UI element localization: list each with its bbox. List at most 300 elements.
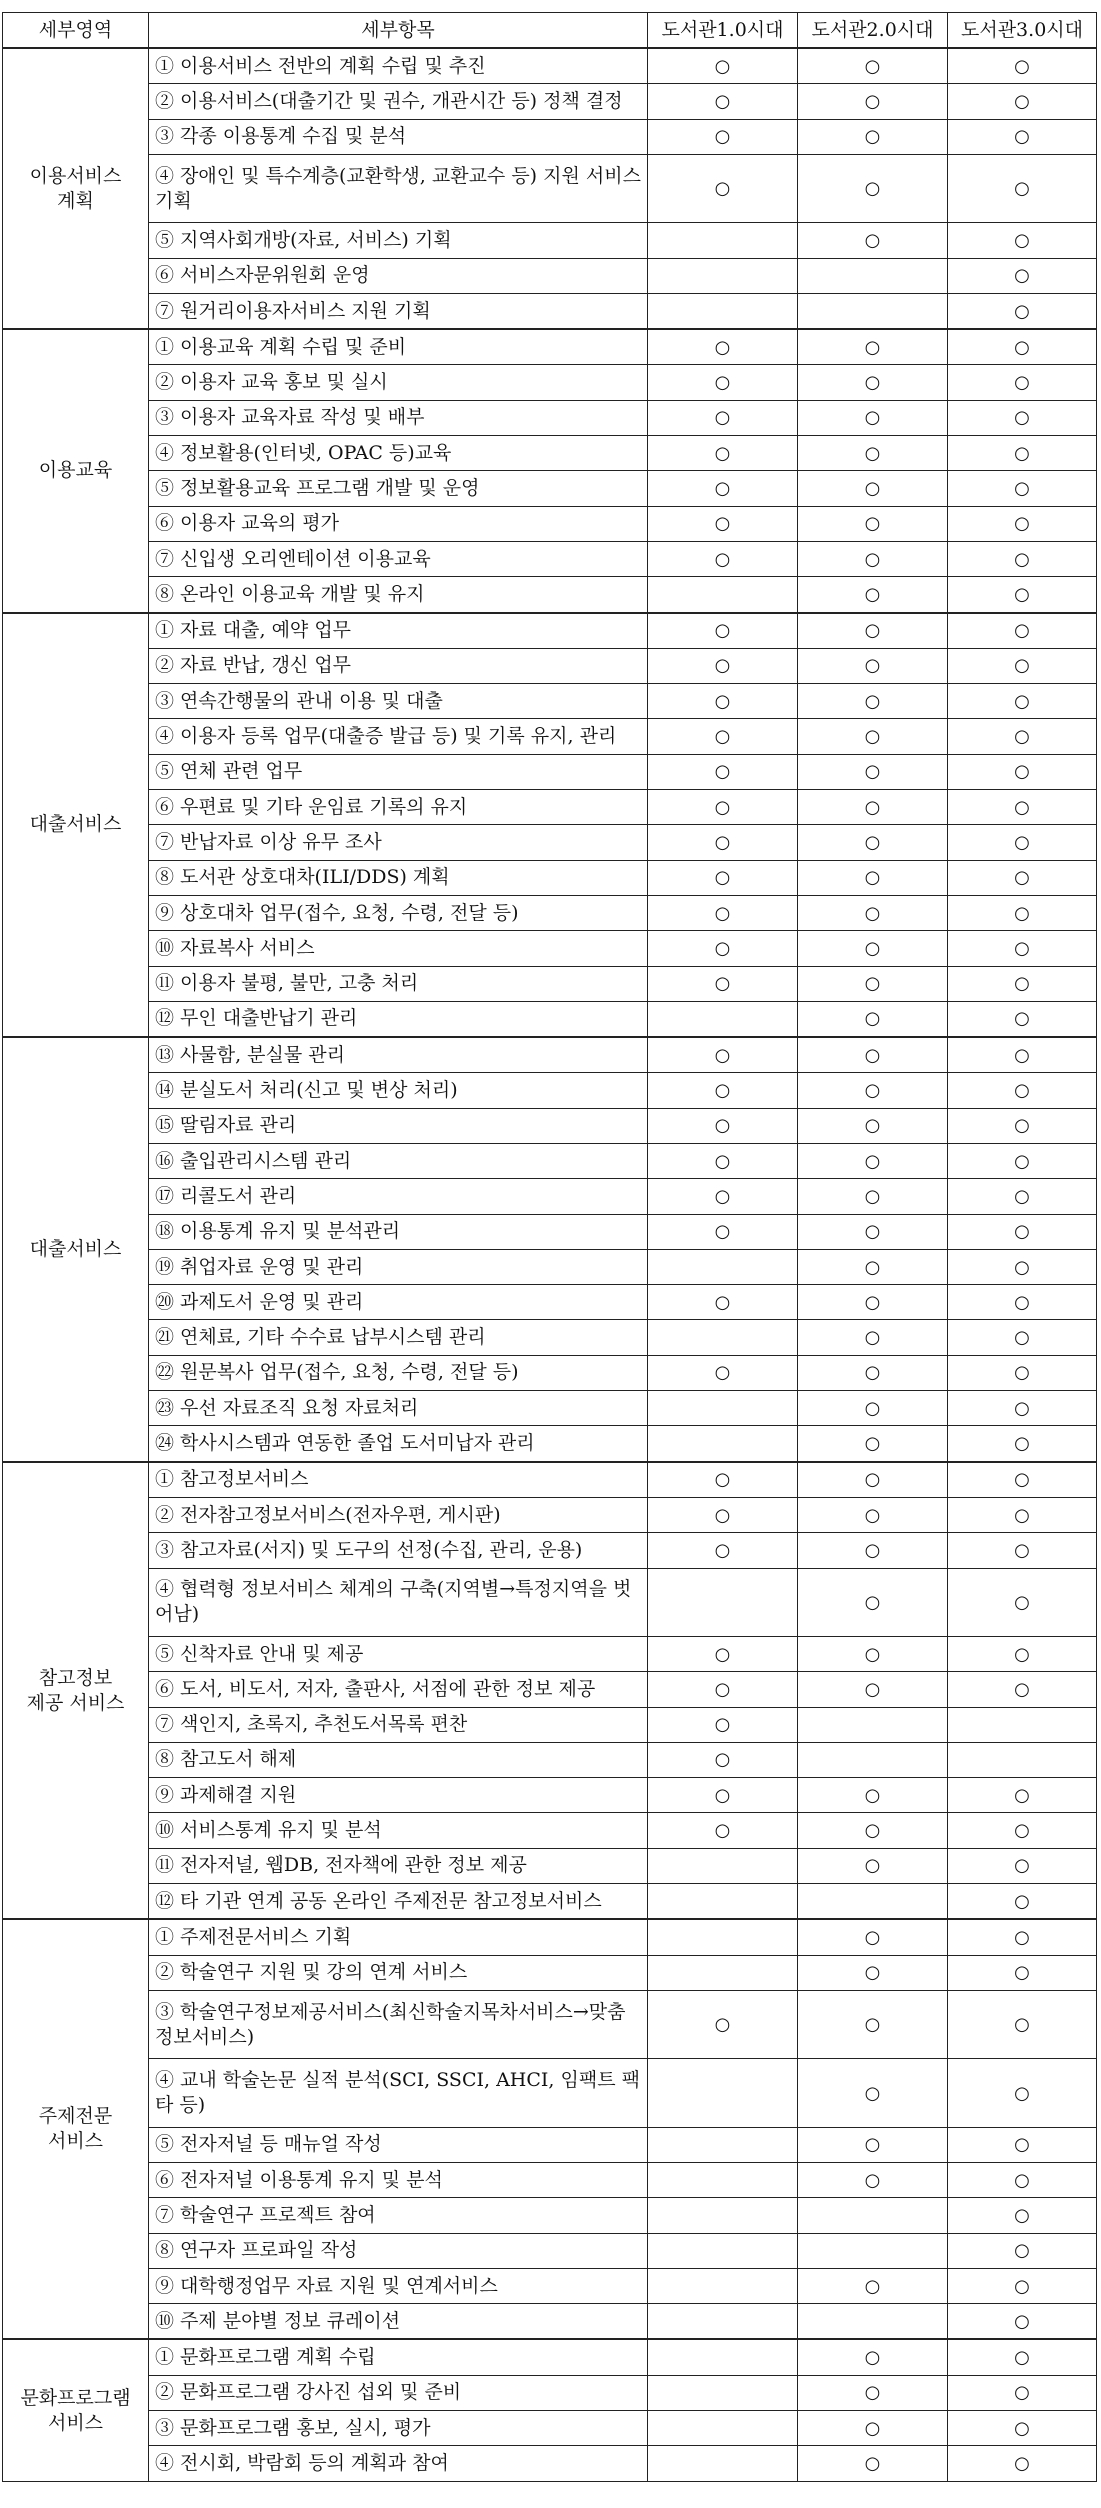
circle-mark-icon: ○ bbox=[864, 55, 881, 77]
mark-library-3-0 bbox=[948, 1884, 1097, 1920]
table-row bbox=[3, 754, 1097, 789]
mark-library-3-0 bbox=[948, 1742, 1097, 1777]
circle-mark-icon: ○ bbox=[1014, 2014, 1030, 2036]
table-row bbox=[3, 2233, 1097, 2268]
mark-library-3-0 bbox=[948, 258, 1097, 293]
task-item-text: ③ 학술연구정보제공서비스(최신학술지목차서비스→맞춤정보서비스) bbox=[149, 1990, 648, 2058]
mark-library-3-0 bbox=[948, 2446, 1097, 2481]
circle-mark-icon: ○ bbox=[864, 178, 881, 200]
mark-library-2-0 bbox=[798, 966, 948, 1001]
circle-mark-icon: ○ bbox=[1014, 831, 1030, 853]
mark-library-1-0 bbox=[648, 1462, 798, 1498]
table-row bbox=[3, 2198, 1097, 2233]
mark-library-2-0 bbox=[798, 1955, 948, 1990]
mark-library-2-0 bbox=[798, 365, 948, 400]
circle-mark-icon: ○ bbox=[864, 655, 881, 677]
mark-library-3-0 bbox=[948, 154, 1097, 222]
circle-mark-icon: ○ bbox=[714, 126, 731, 148]
mark-library-3-0 bbox=[948, 1001, 1097, 1037]
table-row bbox=[3, 506, 1097, 541]
mark-library-1-0 bbox=[648, 1214, 798, 1249]
mark-library-3-0 bbox=[948, 1037, 1097, 1073]
circle-mark-icon: ○ bbox=[714, 1044, 731, 1066]
header-library-1-0: 도서관1.0시대 bbox=[648, 13, 798, 49]
mark-library-1-0 bbox=[648, 754, 798, 789]
mark-library-3-0 bbox=[948, 648, 1097, 683]
mark-library-3-0 bbox=[948, 293, 1097, 329]
task-item-text: ⑥ 서비스자문위원회 운영 bbox=[149, 258, 648, 293]
mark-library-1-0 bbox=[648, 1426, 798, 1462]
circle-mark-icon: ○ bbox=[714, 831, 731, 853]
mark-library-2-0 bbox=[798, 329, 948, 365]
circle-mark-icon: ○ bbox=[864, 583, 881, 605]
table-row bbox=[3, 2411, 1097, 2446]
circle-mark-icon: ○ bbox=[714, 1115, 731, 1137]
task-item-text: ⑳ 과제도서 운영 및 관리 bbox=[149, 1285, 648, 1320]
mark-library-2-0 bbox=[798, 2375, 948, 2410]
mark-library-1-0 bbox=[648, 1037, 798, 1073]
task-item-text: ⑥ 우편료 및 기타 운임료 기록의 유지 bbox=[149, 790, 648, 825]
mark-library-2-0 bbox=[798, 84, 948, 119]
mark-library-2-0 bbox=[798, 2059, 948, 2127]
circle-mark-icon: ○ bbox=[714, 442, 731, 464]
circle-mark-icon: ○ bbox=[864, 1643, 881, 1665]
mark-library-3-0 bbox=[948, 400, 1097, 435]
task-item-text: ③ 이용자 교육자료 작성 및 배부 bbox=[149, 400, 648, 435]
circle-mark-icon: ○ bbox=[1014, 2204, 1030, 2226]
mark-library-1-0 bbox=[648, 1497, 798, 1532]
table-row bbox=[3, 365, 1097, 400]
circle-mark-icon: ○ bbox=[864, 1044, 881, 1066]
mark-library-1-0 bbox=[648, 2339, 798, 2375]
circle-mark-icon: ○ bbox=[714, 726, 731, 748]
circle-mark-icon: ○ bbox=[714, 1469, 731, 1491]
task-item-text: ③ 각종 이용통계 수집 및 분석 bbox=[149, 119, 648, 154]
circle-mark-icon: ○ bbox=[714, 1362, 731, 1384]
circle-mark-icon: ○ bbox=[1014, 90, 1030, 112]
circle-mark-icon: ○ bbox=[1014, 902, 1030, 924]
mark-library-2-0 bbox=[798, 1707, 948, 1742]
task-item-text: ⑥ 전자저널 이용통계 유지 및 분석 bbox=[149, 2163, 648, 2198]
mark-library-1-0 bbox=[648, 2446, 798, 2481]
mark-library-2-0 bbox=[798, 2268, 948, 2303]
table-row bbox=[3, 1285, 1097, 1320]
circle-mark-icon: ○ bbox=[714, 372, 731, 394]
circle-mark-icon: ○ bbox=[1014, 2240, 1030, 2262]
circle-mark-icon: ○ bbox=[864, 973, 881, 995]
task-item-text: ⑧ 도서관 상호대차(ILI/DDS) 계획 bbox=[149, 860, 648, 895]
circle-mark-icon: ○ bbox=[714, 1820, 731, 1842]
task-item-text: ⑲ 취업자료 운영 및 관리 bbox=[149, 1249, 648, 1284]
circle-mark-icon: ○ bbox=[864, 1591, 881, 1613]
circle-mark-icon: ○ bbox=[864, 1433, 881, 1455]
mark-library-2-0 bbox=[798, 790, 948, 825]
table-header bbox=[3, 13, 1097, 49]
circle-mark-icon: ○ bbox=[864, 2169, 881, 2191]
circle-mark-icon: ○ bbox=[1014, 2134, 1030, 2156]
mark-library-3-0 bbox=[948, 790, 1097, 825]
section-area-label bbox=[3, 1462, 149, 1920]
circle-mark-icon: ○ bbox=[1014, 973, 1030, 995]
mark-library-2-0 bbox=[798, 154, 948, 222]
mark-library-3-0 bbox=[948, 1108, 1097, 1143]
circle-mark-icon: ○ bbox=[714, 178, 731, 200]
library-service-task-table bbox=[2, 12, 1097, 2482]
circle-mark-icon: ○ bbox=[714, 1784, 731, 1806]
circle-mark-icon: ○ bbox=[1014, 1362, 1030, 1384]
mark-library-1-0 bbox=[648, 2268, 798, 2303]
circle-mark-icon: ○ bbox=[714, 1150, 731, 1172]
mark-library-2-0 bbox=[798, 1391, 948, 1426]
mark-library-1-0 bbox=[648, 84, 798, 119]
circle-mark-icon: ○ bbox=[714, 1221, 731, 1243]
mark-library-1-0 bbox=[648, 1001, 798, 1037]
circle-mark-icon: ○ bbox=[1014, 796, 1030, 818]
mark-library-3-0 bbox=[948, 119, 1097, 154]
mark-library-1-0 bbox=[648, 223, 798, 258]
mark-library-1-0 bbox=[648, 2233, 798, 2268]
mark-library-2-0 bbox=[798, 1249, 948, 1284]
circle-mark-icon: ○ bbox=[714, 867, 731, 889]
mark-library-1-0 bbox=[648, 1778, 798, 1813]
circle-mark-icon: ○ bbox=[714, 761, 731, 783]
table-row bbox=[3, 400, 1097, 435]
circle-mark-icon: ○ bbox=[864, 1504, 881, 1526]
circle-mark-icon: ○ bbox=[1014, 1643, 1030, 1665]
mark-library-2-0 bbox=[798, 1144, 948, 1179]
mark-library-2-0 bbox=[798, 1636, 948, 1671]
circle-mark-icon: ○ bbox=[714, 55, 731, 77]
mark-library-1-0 bbox=[648, 648, 798, 683]
circle-mark-icon: ○ bbox=[1014, 2169, 1030, 2191]
circle-mark-icon: ○ bbox=[864, 726, 881, 748]
circle-mark-icon: ○ bbox=[864, 902, 881, 924]
task-item-text: ⑥ 도서, 비도서, 저자, 출판사, 서점에 관한 정보 제공 bbox=[149, 1672, 648, 1707]
header-row bbox=[3, 13, 1097, 49]
task-item-text: ② 문화프로그램 강사진 섭외 및 준비 bbox=[149, 2375, 648, 2410]
circle-mark-icon: ○ bbox=[1014, 1539, 1030, 1561]
task-item-text: ⑧ 연구자 프로파일 작성 bbox=[149, 2233, 648, 2268]
mark-library-3-0 bbox=[948, 1848, 1097, 1883]
table-row bbox=[3, 790, 1097, 825]
circle-mark-icon: ○ bbox=[864, 2082, 881, 2104]
area-label-line: 참고정보 bbox=[38, 1666, 113, 1689]
mark-library-1-0 bbox=[648, 1179, 798, 1214]
task-item-text: ㉔ 학사시스템과 연동한 졸업 도서미납자 관리 bbox=[149, 1426, 648, 1462]
circle-mark-icon: ○ bbox=[864, 1678, 881, 1700]
area-label-line: 서비스 bbox=[47, 2411, 104, 2434]
task-item-text: ③ 연속간행물의 관내 이용 및 대출 bbox=[149, 684, 648, 719]
task-item-text: ⑮ 딸림자료 관리 bbox=[149, 1108, 648, 1143]
mark-library-1-0 bbox=[648, 2375, 798, 2410]
mark-library-2-0 bbox=[798, 2446, 948, 2481]
circle-mark-icon: ○ bbox=[864, 796, 881, 818]
mark-library-2-0 bbox=[798, 1990, 948, 2058]
mark-library-2-0 bbox=[798, 1001, 948, 1037]
mark-library-1-0 bbox=[648, 2059, 798, 2127]
mark-library-1-0 bbox=[648, 1355, 798, 1390]
circle-mark-icon: ○ bbox=[1014, 2347, 1030, 2369]
circle-mark-icon: ○ bbox=[714, 690, 731, 712]
mark-library-3-0 bbox=[948, 1179, 1097, 1214]
table-row bbox=[3, 1533, 1097, 1568]
table-row bbox=[3, 1320, 1097, 1355]
table-row bbox=[3, 1742, 1097, 1777]
circle-mark-icon: ○ bbox=[1014, 761, 1030, 783]
task-item-text: ⑩ 서비스통계 유지 및 분석 bbox=[149, 1813, 648, 1848]
table-row bbox=[3, 1108, 1097, 1143]
circle-mark-icon: ○ bbox=[1014, 265, 1030, 287]
task-item-text: ① 참고정보서비스 bbox=[149, 1462, 648, 1498]
area-label-line: 주제전문 bbox=[38, 2105, 113, 2128]
circle-mark-icon: ○ bbox=[1014, 1433, 1030, 1455]
table-row bbox=[3, 1884, 1097, 1920]
table-row bbox=[3, 1813, 1097, 1848]
mark-library-2-0 bbox=[798, 1884, 948, 1920]
section-area-label bbox=[3, 329, 149, 612]
circle-mark-icon: ○ bbox=[1014, 2275, 1030, 2297]
circle-mark-icon: ○ bbox=[864, 1115, 881, 1137]
task-item-text: ③ 참고자료(서지) 및 도구의 선정(수집, 관리, 운용) bbox=[149, 1533, 648, 1568]
mark-library-1-0 bbox=[648, 1391, 798, 1426]
circle-mark-icon: ○ bbox=[1014, 1080, 1030, 1102]
table-row bbox=[3, 293, 1097, 329]
table-row bbox=[3, 1249, 1097, 1284]
circle-mark-icon: ○ bbox=[864, 1008, 881, 1030]
circle-mark-icon: ○ bbox=[864, 1784, 881, 1806]
area-label-line: 대출서비스 bbox=[29, 813, 122, 836]
mark-library-3-0 bbox=[948, 1636, 1097, 1671]
task-item-text: ② 학술연구 지원 및 강의 연계 서비스 bbox=[149, 1955, 648, 1990]
circle-mark-icon: ○ bbox=[864, 1539, 881, 1561]
table-row bbox=[3, 1568, 1097, 1636]
section-area-label bbox=[3, 613, 149, 1038]
task-item-text: ⑰ 리콜도서 관리 bbox=[149, 1179, 648, 1214]
mark-library-1-0 bbox=[648, 931, 798, 966]
mark-library-1-0 bbox=[648, 506, 798, 541]
mark-library-2-0 bbox=[798, 2233, 948, 2268]
task-item-text: ② 이용자 교육 홍보 및 실시 bbox=[149, 365, 648, 400]
mark-library-3-0 bbox=[948, 1214, 1097, 1249]
mark-library-3-0 bbox=[948, 1320, 1097, 1355]
circle-mark-icon: ○ bbox=[864, 1221, 881, 1243]
mark-library-3-0 bbox=[948, 825, 1097, 860]
circle-mark-icon: ○ bbox=[714, 655, 731, 677]
mark-library-1-0 bbox=[648, 400, 798, 435]
mark-library-1-0 bbox=[648, 1919, 798, 1955]
circle-mark-icon: ○ bbox=[1014, 937, 1030, 959]
table-row bbox=[3, 2163, 1097, 2198]
mark-library-3-0 bbox=[948, 895, 1097, 930]
mark-library-2-0 bbox=[798, 506, 948, 541]
table-row bbox=[3, 1001, 1097, 1037]
circle-mark-icon: ○ bbox=[864, 513, 881, 535]
mark-library-1-0 bbox=[648, 541, 798, 576]
mark-library-1-0 bbox=[648, 48, 798, 84]
mark-library-2-0 bbox=[798, 1179, 948, 1214]
circle-mark-icon: ○ bbox=[864, 937, 881, 959]
table-row bbox=[3, 1355, 1097, 1390]
mark-library-2-0 bbox=[798, 613, 948, 649]
mark-library-2-0 bbox=[798, 684, 948, 719]
circle-mark-icon: ○ bbox=[714, 1291, 731, 1313]
circle-mark-icon: ○ bbox=[1014, 300, 1030, 322]
table-row bbox=[3, 2446, 1097, 2481]
task-item-text: ① 이용서비스 전반의 계획 수립 및 추진 bbox=[149, 48, 648, 84]
circle-mark-icon: ○ bbox=[1014, 620, 1030, 642]
mark-library-3-0 bbox=[948, 2233, 1097, 2268]
mark-library-3-0 bbox=[948, 754, 1097, 789]
circle-mark-icon: ○ bbox=[714, 1643, 731, 1665]
section-group bbox=[3, 1919, 1097, 2339]
mark-library-2-0 bbox=[798, 258, 948, 293]
mark-library-1-0 bbox=[648, 258, 798, 293]
mark-library-1-0 bbox=[648, 825, 798, 860]
circle-mark-icon: ○ bbox=[1014, 1256, 1030, 1278]
mark-library-3-0 bbox=[948, 2198, 1097, 2233]
mark-library-3-0 bbox=[948, 931, 1097, 966]
circle-mark-icon: ○ bbox=[864, 1185, 881, 1207]
table-row bbox=[3, 1179, 1097, 1214]
mark-library-2-0 bbox=[798, 2163, 948, 2198]
mark-library-1-0 bbox=[648, 1955, 798, 1990]
header-library-2-0: 도서관2.0시대 bbox=[798, 13, 948, 49]
circle-mark-icon: ○ bbox=[1014, 126, 1030, 148]
mark-library-1-0 bbox=[648, 1144, 798, 1179]
circle-mark-icon: ○ bbox=[864, 126, 881, 148]
circle-mark-icon: ○ bbox=[864, 690, 881, 712]
mark-library-1-0 bbox=[648, 1990, 798, 2058]
task-item-text: ⑦ 학술연구 프로젝트 참여 bbox=[149, 2198, 648, 2233]
task-item-text: ⑤ 신착자료 안내 및 제공 bbox=[149, 1636, 648, 1671]
circle-mark-icon: ○ bbox=[1014, 336, 1030, 358]
mark-library-2-0 bbox=[798, 1848, 948, 1883]
task-item-text: ⑨ 상호대차 업무(접수, 요청, 수령, 전달 등) bbox=[149, 895, 648, 930]
circle-mark-icon: ○ bbox=[1014, 2082, 1030, 2104]
circle-mark-icon: ○ bbox=[864, 1469, 881, 1491]
mark-library-3-0 bbox=[948, 1990, 1097, 2058]
task-item-text: ㉒ 원문복사 업무(접수, 요청, 수령, 전달 등) bbox=[149, 1355, 648, 1390]
mark-library-1-0 bbox=[648, 1285, 798, 1320]
circle-mark-icon: ○ bbox=[714, 1539, 731, 1561]
table-row bbox=[3, 684, 1097, 719]
circle-mark-icon: ○ bbox=[1014, 1820, 1030, 1842]
task-item-text: ② 이용서비스(대출기간 및 권수, 개관시간 등) 정책 결정 bbox=[149, 84, 648, 119]
circle-mark-icon: ○ bbox=[714, 407, 731, 429]
mark-library-2-0 bbox=[798, 1355, 948, 1390]
task-item-text: ⑫ 타 기관 연계 공동 온라인 주제전문 참고정보서비스 bbox=[149, 1884, 648, 1920]
mark-library-1-0 bbox=[648, 154, 798, 222]
task-item-text: ⑧ 온라인 이용교육 개발 및 유지 bbox=[149, 577, 648, 613]
table-row bbox=[3, 1672, 1097, 1707]
circle-mark-icon: ○ bbox=[1014, 726, 1030, 748]
mark-library-3-0 bbox=[948, 613, 1097, 649]
circle-mark-icon: ○ bbox=[714, 973, 731, 995]
mark-library-1-0 bbox=[648, 1848, 798, 1883]
mark-library-2-0 bbox=[798, 541, 948, 576]
mark-library-2-0 bbox=[798, 1108, 948, 1143]
area-label-line: 이용교육 bbox=[38, 459, 113, 482]
task-item-text: ⑤ 정보활용교육 프로그램 개발 및 운영 bbox=[149, 471, 648, 506]
circle-mark-icon: ○ bbox=[1014, 229, 1030, 251]
circle-mark-icon: ○ bbox=[714, 513, 731, 535]
mark-library-2-0 bbox=[798, 931, 948, 966]
table-row bbox=[3, 84, 1097, 119]
mark-library-1-0 bbox=[648, 1249, 798, 1284]
section-area-label bbox=[3, 2339, 149, 2481]
table-row bbox=[3, 895, 1097, 930]
circle-mark-icon: ○ bbox=[1014, 867, 1030, 889]
mark-library-2-0 bbox=[798, 860, 948, 895]
mark-library-1-0 bbox=[648, 1073, 798, 1108]
table-row bbox=[3, 1778, 1097, 1813]
circle-mark-icon: ○ bbox=[1014, 1504, 1030, 1526]
area-label-line: 서비스 bbox=[47, 2130, 104, 2153]
circle-mark-icon: ○ bbox=[864, 1820, 881, 1842]
mark-library-1-0 bbox=[648, 613, 798, 649]
table-row bbox=[3, 2375, 1097, 2410]
mark-library-2-0 bbox=[798, 119, 948, 154]
mark-library-3-0 bbox=[948, 966, 1097, 1001]
task-item-text: ④ 교내 학술논문 실적 분석(SCI, SSCI, AHCI, 임팩트 팩타 등) bbox=[149, 2059, 648, 2127]
mark-library-1-0 bbox=[648, 966, 798, 1001]
circle-mark-icon: ○ bbox=[1014, 1469, 1030, 1491]
circle-mark-icon: ○ bbox=[1014, 478, 1030, 499]
mark-library-3-0 bbox=[948, 1073, 1097, 1108]
circle-mark-icon: ○ bbox=[864, 1256, 881, 1278]
mark-library-1-0 bbox=[648, 1884, 798, 1920]
mark-library-3-0 bbox=[948, 577, 1097, 613]
mark-library-2-0 bbox=[798, 471, 948, 506]
task-item-text: ⑬ 사물함, 분실물 관리 bbox=[149, 1037, 648, 1073]
table-row bbox=[3, 541, 1097, 576]
mark-library-3-0 bbox=[948, 2339, 1097, 2375]
task-item-text: ㉑ 연체료, 기타 수수료 납부시스템 관리 bbox=[149, 1320, 648, 1355]
task-item-text: ⑦ 신입생 오리엔테이션 이용교육 bbox=[149, 541, 648, 576]
circle-mark-icon: ○ bbox=[1014, 1044, 1030, 1066]
mark-library-2-0 bbox=[798, 436, 948, 471]
table-row bbox=[3, 825, 1097, 860]
section-group bbox=[3, 1037, 1097, 1462]
circle-mark-icon: ○ bbox=[1014, 583, 1030, 605]
area-label-line: 제공 서비스 bbox=[26, 1691, 125, 1714]
mark-library-3-0 bbox=[948, 2411, 1097, 2446]
area-label-line: 문화프로그램 bbox=[20, 2386, 131, 2409]
table-row bbox=[3, 577, 1097, 613]
circle-mark-icon: ○ bbox=[1014, 1784, 1030, 1806]
mark-library-3-0 bbox=[948, 2268, 1097, 2303]
mark-library-1-0 bbox=[648, 119, 798, 154]
task-item-text: ⑨ 과제해결 지원 bbox=[149, 1778, 648, 1813]
mark-library-1-0 bbox=[648, 684, 798, 719]
circle-mark-icon: ○ bbox=[864, 1150, 881, 1172]
table-row bbox=[3, 2268, 1097, 2303]
circle-mark-icon: ○ bbox=[714, 1185, 731, 1207]
circle-mark-icon: ○ bbox=[714, 902, 731, 924]
circle-mark-icon: ○ bbox=[1014, 1327, 1030, 1349]
mark-library-3-0 bbox=[948, 1778, 1097, 1813]
circle-mark-icon: ○ bbox=[864, 2275, 881, 2297]
mark-library-2-0 bbox=[798, 577, 948, 613]
section-group bbox=[3, 2339, 1097, 2481]
task-item-text: ⑥ 이용자 교육의 평가 bbox=[149, 506, 648, 541]
circle-mark-icon: ○ bbox=[714, 548, 731, 570]
task-item-text: ⑤ 지역사회개방(자료, 서비스) 기획 bbox=[149, 223, 648, 258]
mark-library-1-0 bbox=[648, 1742, 798, 1777]
circle-mark-icon: ○ bbox=[864, 2382, 881, 2404]
task-item-text: ⑱ 이용통계 유지 및 분석관리 bbox=[149, 1214, 648, 1249]
mark-library-3-0 bbox=[948, 1462, 1097, 1498]
